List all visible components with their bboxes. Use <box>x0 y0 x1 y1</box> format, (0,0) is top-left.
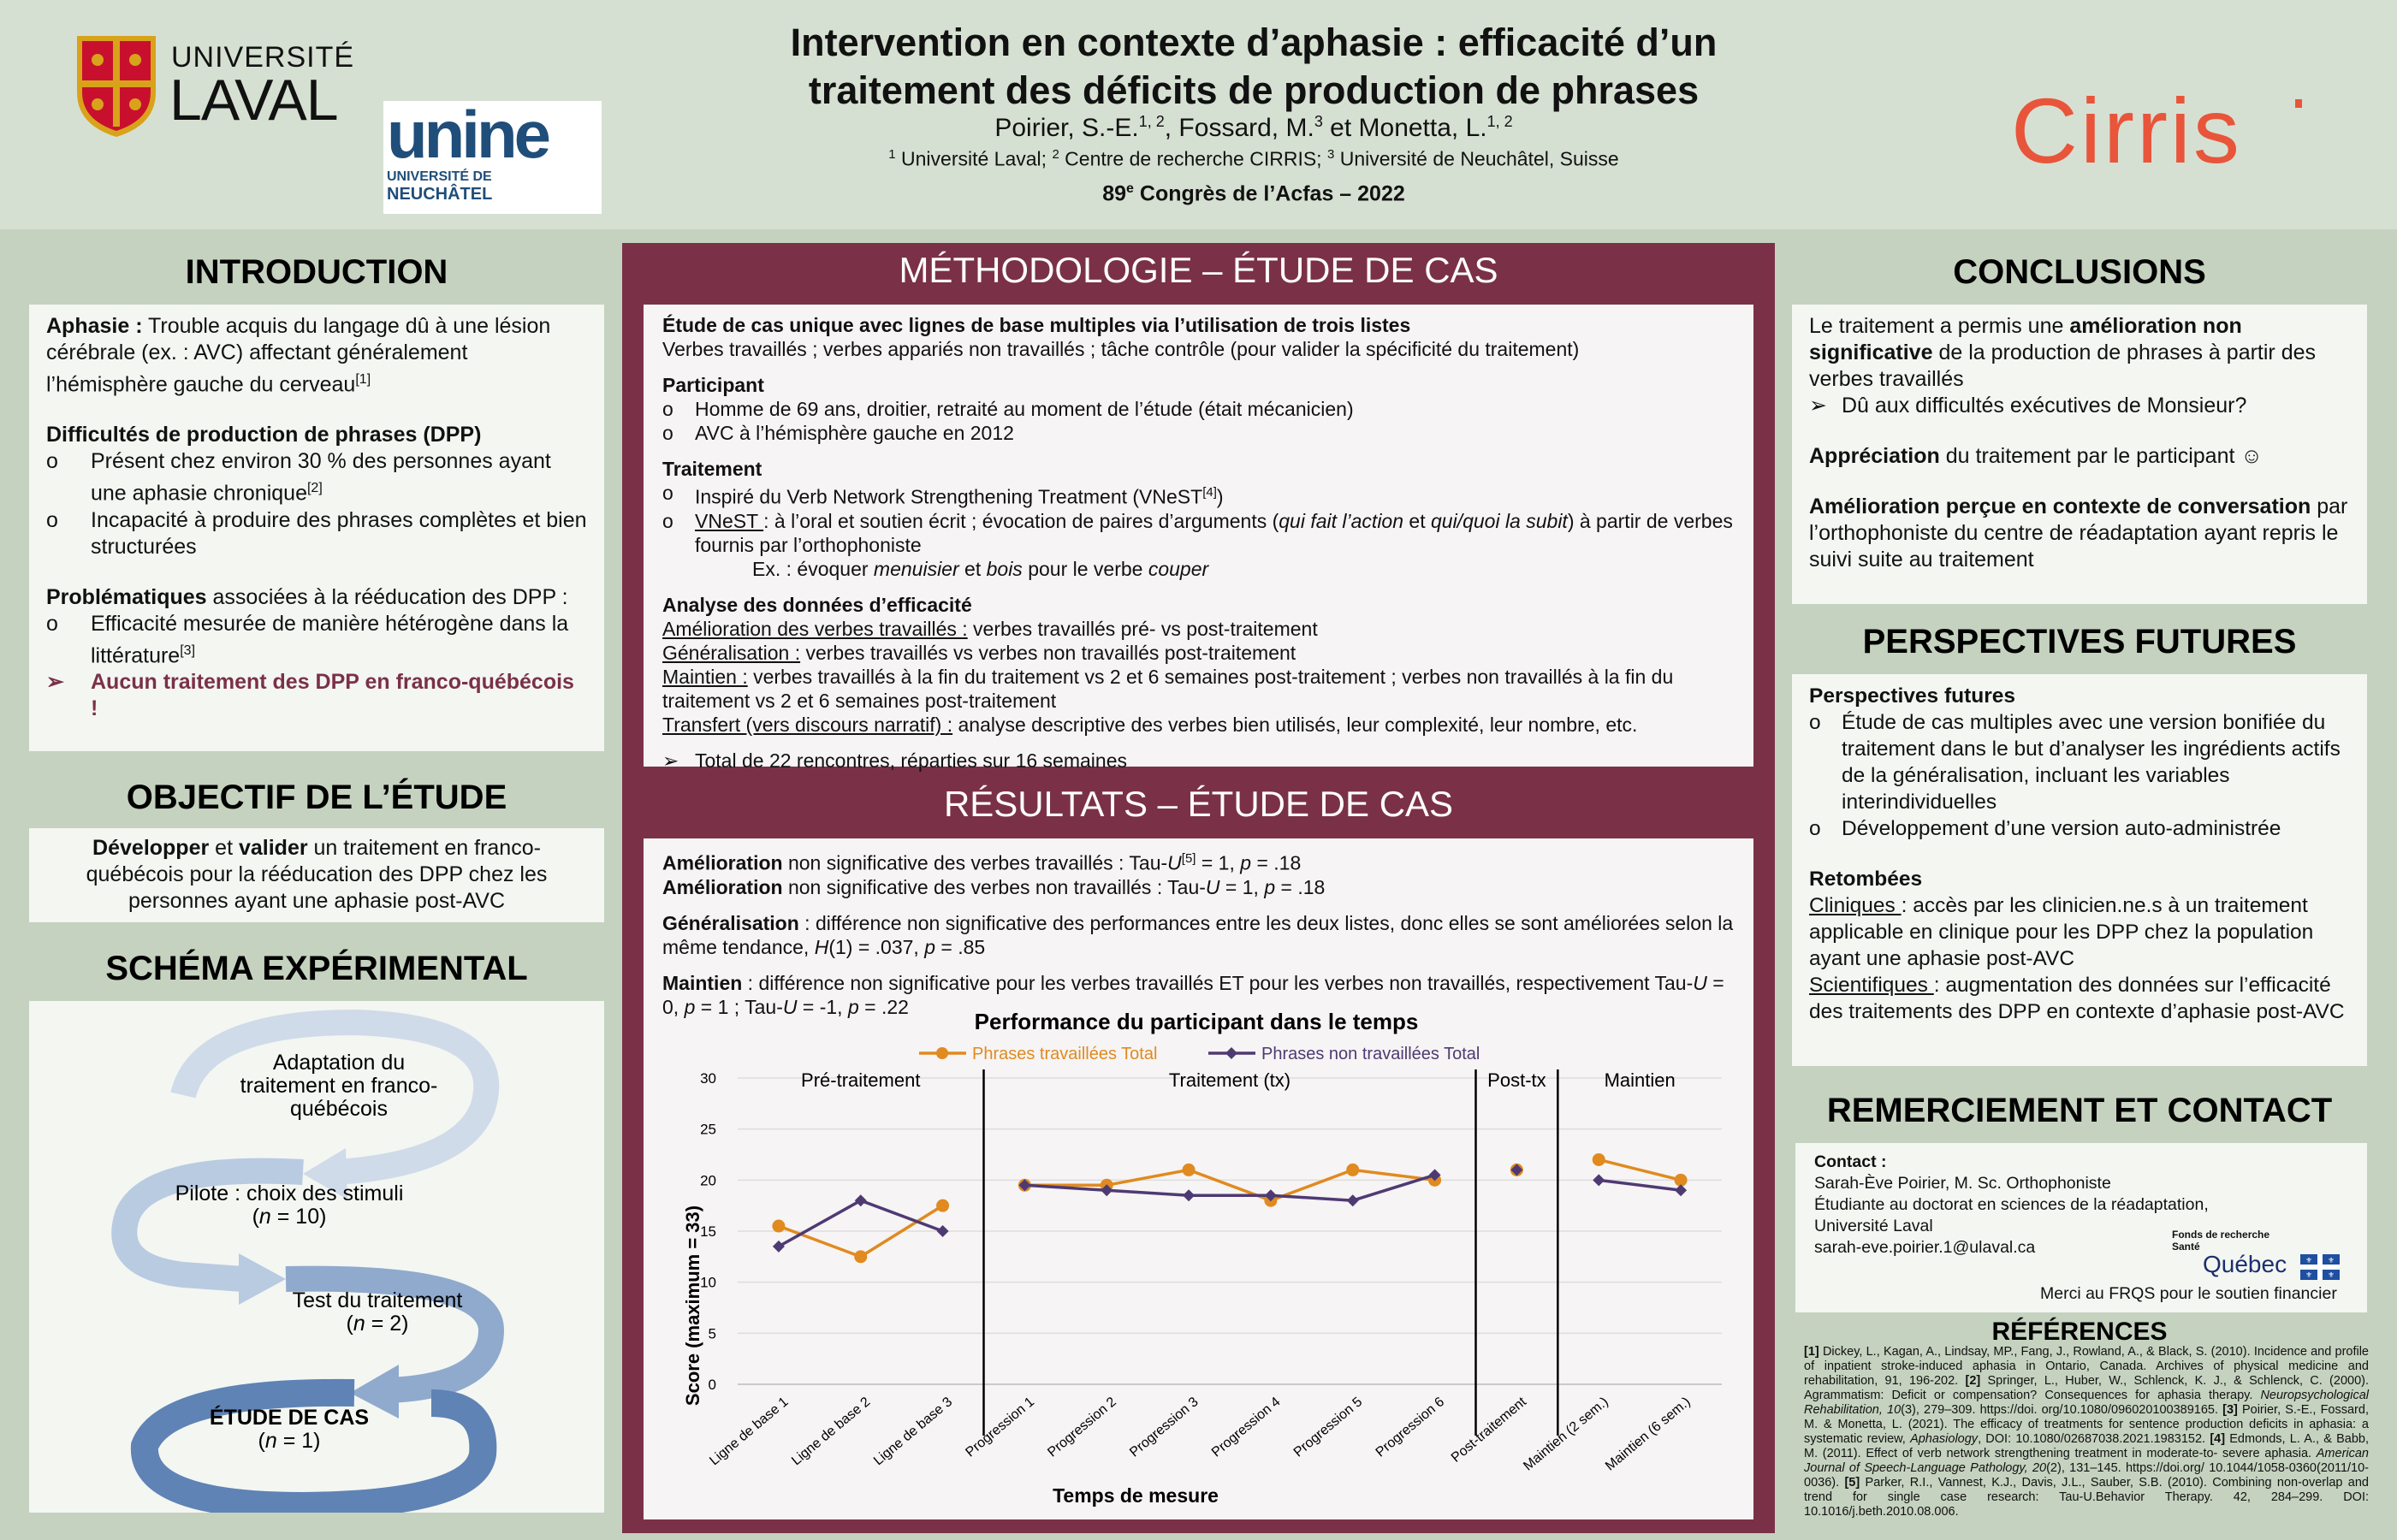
arrow-bullet-icon: ➢ <box>1809 394 1827 418</box>
poster-affiliations <box>633 147 1874 171</box>
list-item <box>46 611 587 669</box>
analyse-term: Maintien : <box>662 665 748 688</box>
author-1-aff: 1, 2 <box>1138 113 1165 130</box>
example-text: pour le verbe <box>1022 557 1148 580</box>
list-item-text: : à l’oral et soutien écrit ; évocation de paires d’arguments ( <box>763 509 1279 532</box>
author-2-aff: 3 <box>1314 113 1323 130</box>
chart-legend <box>919 1045 1480 1063</box>
total-list <box>662 749 1735 773</box>
y-tick-label: 0 <box>708 1377 716 1393</box>
data-point <box>772 1220 785 1233</box>
phase-label: Maintien <box>1604 1069 1676 1091</box>
list-item-text: Total de 22 rencontres, réparties sur 16 semaines <box>695 749 1127 772</box>
performance-chart <box>644 1006 1753 1511</box>
frqs-logo <box>2172 1229 2343 1280</box>
schema-step2-line1: Pilote : choix des stimuli <box>175 1182 404 1205</box>
list-item <box>46 448 587 506</box>
author-1: Poirier, S.-E. <box>994 114 1139 142</box>
conclusions-title: CONCLUSIONS <box>1953 253 2206 291</box>
x-tick-label: Maintien (2 sem.) <box>1521 1395 1611 1474</box>
series-2 <box>773 1164 1687 1253</box>
legend-label: Phrases non travaillées Total <box>1261 1045 1480 1063</box>
analyse-maintien <box>662 665 1735 713</box>
chart-grid <box>738 1078 1722 1384</box>
cycle-arrowhead-2 <box>239 1253 286 1305</box>
result-italic: U <box>1205 875 1220 898</box>
circle-bullet-icon: o <box>46 507 58 532</box>
analyse-amelioration <box>662 617 1735 641</box>
conclusion-text: Le traitement a permis une <box>1809 314 2070 338</box>
list-item-text: Étude de cas multiples avec une version bonifiée du traitement dans le but d’analyser les ingrédients actifs de la généralisation, incluant les variables interindividuelles <box>1842 711 2341 814</box>
legend-marker <box>1225 1047 1237 1059</box>
contact-email[interactable]: sarah-eve.poirier.1@ulaval.ca <box>1814 1238 2036 1257</box>
schema-text: = 10) <box>270 1205 327 1229</box>
conclusion-text: du traitement par le participant ☺ <box>1939 444 2263 468</box>
poster-title-line1: Intervention en contexte d’aphasie : efficacité d’un <box>790 21 1718 64</box>
arrow-bullet-icon: ➢ <box>662 749 679 772</box>
series-line <box>1024 1175 1434 1200</box>
analyse-heading: Analyse des données d’efficacité <box>662 593 972 616</box>
x-tick-label: Ligne de base 3 <box>870 1395 956 1469</box>
result-italic: p <box>1264 875 1276 898</box>
contact-role: Étudiante au doctorat en sciences de la réadaptation, <box>1814 1195 2209 1214</box>
conclusion-1 <box>1809 313 2350 393</box>
vnest-example <box>662 557 1735 581</box>
ref-marker: [3] <box>180 643 196 658</box>
result-text: = 0, <box>662 971 1724 1018</box>
reference-italic: American Journal of Speech-Language Pathology, 20 <box>1804 1447 2369 1475</box>
result-text: : différence non significative des performances entre les deux listes, donc elles se sont améliorées selon la même tendance, <box>662 911 1734 958</box>
chart-phase-dividers <box>984 1069 1558 1436</box>
reference-text: , DOI: 10.1080/02687038.2021.1983152. <box>1978 1432 2210 1446</box>
schema-step1-line2: traitement en franco- <box>240 1074 438 1098</box>
perspectives-heading: Perspectives futures <box>1809 684 2016 708</box>
series-line <box>1599 1180 1681 1190</box>
traitement-list <box>662 481 1735 557</box>
participant-heading: Participant <box>662 374 764 396</box>
schema-step3-line1: Test du traitement <box>292 1288 463 1312</box>
result-text: (1) = .037, <box>828 935 925 958</box>
result-text: = 1, <box>1219 875 1265 898</box>
conclusion-2 <box>1809 443 2350 470</box>
affiliation-num: 2 <box>1052 147 1059 162</box>
problematiques-term: Problématiques <box>46 584 207 609</box>
list-item-italic: qui/quoi la subit <box>1430 509 1568 532</box>
legend-marker <box>936 1047 948 1059</box>
vnest-term: VNeST <box>695 509 764 532</box>
list-item <box>46 507 587 560</box>
laval-shield-icon <box>74 33 159 139</box>
objectif-bold: valider <box>238 836 308 860</box>
chart-title: Performance du participant dans le temps <box>974 1009 1419 1034</box>
retombees-text: : accès par les clinicien.ne.s à un traitement applicable en clinique pour les DPP chez la population ayant une aphasie post-AVC <box>1809 894 2314 970</box>
result-bold: Amélioration <box>662 875 783 898</box>
result-italic: U <box>1693 971 1707 994</box>
aphasie-text: Trouble acquis du langage dû à une lésion cérébrale (ex. : AVC) affectant généralement l’hémisphère gauche du cerveau <box>46 314 551 397</box>
reference-text: Poirier, S.-E., Fossard, M. & Monetta, L. (2021). The efficacy of treatments for sentence production deficits in aphasia: a systematic review, <box>1804 1403 2369 1446</box>
list-item <box>1809 709 2350 815</box>
problematiques-list <box>46 611 587 722</box>
list-item-text: ) à partir de verbes fournis par l’orthophoniste <box>695 509 1733 556</box>
series-line <box>779 1200 943 1247</box>
result-amelioration-travailles <box>662 847 1735 875</box>
svg-text:⚜: ⚜ <box>2327 1270 2335 1279</box>
data-point <box>1183 1164 1196 1176</box>
circle-bullet-icon: o <box>46 611 58 636</box>
circle-bullet-icon: o <box>662 398 673 420</box>
data-point <box>937 1225 949 1237</box>
reference-number: [3] <box>2222 1403 2238 1417</box>
schema-text: ( <box>252 1205 259 1229</box>
design-heading: Étude de cas unique avec lignes de base multiples via l’utilisation de trois listes <box>662 314 1411 336</box>
retombees-term: Cliniques <box>1809 894 1902 917</box>
x-tick-label: Maintien (6 sem.) <box>1603 1395 1694 1474</box>
schema-text: = 1) <box>276 1429 321 1453</box>
result-amelioration-non-travailles <box>662 875 1735 899</box>
list-item-italic: qui fait l’action <box>1279 509 1404 532</box>
schema-step3-line2 <box>347 1312 409 1336</box>
schema-italic: n <box>258 1205 271 1229</box>
schema-italic: n <box>264 1429 277 1453</box>
phase-label: Post-tx <box>1487 1069 1546 1091</box>
reference-italic: Aphasiology <box>1910 1432 1979 1446</box>
conclusion-text: par l’orthophoniste du centre de réadaptation ayant repris le suivi suite au traitement <box>1809 495 2348 572</box>
conclusion-text: de la production de phrases à partir des verbes travaillés <box>1809 341 2316 391</box>
schema-italic: n <box>353 1312 365 1336</box>
dpp-list <box>46 448 587 560</box>
list-item <box>662 421 1735 445</box>
circle-bullet-icon: o <box>46 449 58 474</box>
affiliation-text: Université Laval; <box>895 147 1053 170</box>
conclusion-list <box>1809 393 2350 419</box>
analyse-text: analyse descriptive des verbes bien utilisés, leur complexité, leur nombre, etc. <box>952 713 1638 736</box>
perspectives-box <box>1792 674 2367 1066</box>
affiliation-text: Université de Neuchâtel, Suisse <box>1334 147 1619 170</box>
legend-label: Phrases travaillées Total <box>972 1045 1158 1063</box>
list-item <box>662 749 1735 773</box>
retombees-cliniques <box>1809 892 2350 972</box>
result-bold: Amélioration <box>662 851 783 874</box>
chart-y-axis-label: Score (maximum = 33) <box>682 1205 703 1407</box>
data-point <box>1183 1189 1195 1201</box>
congress-number: 89 <box>1102 181 1127 206</box>
reference-text: Edmonds, L. A., & Babb, M. (2011). Effect of verb network strengthening treatment in moderate-to- severe aphasia. <box>1804 1432 2370 1460</box>
participant-list <box>662 397 1735 445</box>
affiliation-num: 3 <box>1326 147 1335 162</box>
list-item-text: Incapacité à produire des phrases complètes et bien structurées <box>91 507 587 559</box>
result-text: = 1, <box>1196 851 1241 874</box>
svg-text:⚜: ⚜ <box>2327 1256 2335 1265</box>
result-italic: p <box>924 935 936 958</box>
data-point <box>1347 1194 1359 1206</box>
result-text: non significative des verbes non travaillés : Tau- <box>782 875 1206 898</box>
list-item <box>1809 815 2350 842</box>
reference-text: (2), 131–145. https://doi.org/ 10.1044/1058-0360(2011/10-0036). <box>1804 1461 2369 1490</box>
result-text: = .85 <box>935 935 986 958</box>
list-item <box>662 481 1735 509</box>
laval-wordmark-line1: UNIVERSITÉ <box>171 41 355 74</box>
result-italic: p <box>684 995 696 1018</box>
author-2: , Fossard, M. <box>1164 114 1314 142</box>
result-italic: U <box>782 995 798 1018</box>
schema-step4-line1: ÉTUDE DE CAS <box>209 1406 370 1430</box>
chart-x-ticks <box>707 1395 1693 1474</box>
result-text: : différence non significative pour les verbes travaillés ET pour les verbes non travaillés, respectivement Tau- <box>742 971 1694 994</box>
reference-text: Springer, L., Huber, W., Schlenck, K. J., & Schlenck, C. (2000). Agrammatism: Deficit or compensation? Consequences for aphasia therapy. <box>1804 1374 2369 1402</box>
laval-wordmark-line2: LAVAL <box>169 68 338 133</box>
contact-university: Université Laval <box>1814 1217 1933 1235</box>
references-title: RÉFÉRENCES <box>1991 1318 2168 1346</box>
list-item-text: Aucun traitement des DPP en franco-québécois ! <box>91 669 574 720</box>
ref-marker: [4] <box>1202 485 1217 500</box>
objectif-box <box>29 828 604 922</box>
universite-neuchatel-logo <box>383 97 602 214</box>
schema-step2-line2 <box>252 1205 327 1229</box>
arrow-bullet-icon: ➢ <box>46 669 64 694</box>
unine-sub-line2: NEUCHÂTEL <box>387 185 493 204</box>
ref-marker: [2] <box>306 481 323 496</box>
dpp-heading: Difficultés de production de phrases (DPP) <box>46 423 482 447</box>
aphasie-term: Aphasie : <box>46 314 143 338</box>
affiliation-num: 1 <box>888 147 896 162</box>
list-item-text: Inspiré du Verb Network Strengthening Treatment (VNeST <box>695 485 1203 508</box>
reference-number: [4] <box>2210 1432 2226 1446</box>
ref-marker: [5] <box>1181 851 1196 866</box>
y-tick-label: 10 <box>700 1274 716 1291</box>
schema-title: SCHÉMA EXPÉRIMENTAL <box>105 950 528 987</box>
analyse-text: verbes travaillés à la fin du traitement vs 2 et 6 semaines post-traitement ; verbes non travaillés à la fin du traitement vs 2 et 6 semaines post-traitement <box>662 665 1674 712</box>
contact-label: Contact : <box>1814 1152 1887 1171</box>
conclusions-box <box>1792 305 2367 604</box>
analyse-term: Amélioration des verbes travaillés : <box>662 617 968 640</box>
result-text: non significative des verbes travaillés : Tau- <box>782 851 1168 874</box>
result-text: = 1 ; Tau- <box>695 995 783 1018</box>
reference-italic: Neuropsychological Rehabilitation, 10 <box>1804 1389 2369 1417</box>
quebec-flag-icon <box>2300 1254 2340 1280</box>
schema-step1-line1: Adaptation du <box>272 1051 406 1075</box>
circle-bullet-icon: o <box>662 509 673 532</box>
list-item <box>1809 393 2350 419</box>
data-point <box>1593 1174 1605 1186</box>
y-tick-label: 5 <box>708 1325 716 1342</box>
x-tick-label: Progression 5 <box>1290 1395 1366 1460</box>
retombees-term: Scientifiques <box>1809 974 1934 997</box>
methodologie-box <box>644 305 1753 772</box>
contact-thanks: Merci au FRQS pour le soutien financier <box>2040 1284 2337 1303</box>
data-point <box>773 1241 785 1253</box>
affiliation-text: Centre de recherche CIRRIS; <box>1059 147 1327 170</box>
y-tick-label: 30 <box>700 1070 716 1087</box>
analyse-text: verbes travaillés pré- vs post-traitement <box>967 617 1318 640</box>
ref-marker: [1] <box>355 372 371 387</box>
contact-title: REMERCIEMENT ET CONTACT <box>1826 1092 2333 1129</box>
example-italic: couper <box>1148 557 1209 580</box>
svg-text:⚜: ⚜ <box>2305 1270 2313 1279</box>
analyse-term: Transfert (vers discours narratif) : <box>662 713 953 736</box>
schema-box <box>29 1001 604 1513</box>
aphasie-definition <box>46 313 587 398</box>
list-item-highlight <box>46 669 587 722</box>
poster-title <box>633 19 1874 115</box>
result-italic: p <box>847 995 859 1018</box>
retombees-text: : augmentation des données sur l’efficacité des traitements des DPP en contexte d’aphasie post-AVC <box>1809 974 2345 1023</box>
x-tick-label: Ligne de base 2 <box>789 1395 874 1469</box>
circle-bullet-icon: o <box>1809 817 1821 840</box>
analyse-generalisation <box>662 641 1735 665</box>
frqs-line2: Santé <box>2172 1241 2200 1253</box>
conclusion-3 <box>1809 494 2350 573</box>
list-item-text: Homme de 69 ans, droitier, retraité au moment de l’étude (était mécanicien) <box>695 398 1354 420</box>
retombees-scientifiques <box>1809 972 2350 1025</box>
list-item-text: et <box>1403 509 1431 532</box>
problematiques-heading <box>46 584 587 611</box>
y-tick-label: 25 <box>700 1121 716 1138</box>
x-tick-label: Progression 2 <box>1045 1395 1119 1460</box>
result-bold: Maintien <box>662 971 743 994</box>
phase-label: Pré-traitement <box>801 1069 921 1091</box>
cirris-wordmark: Cirris <box>2011 79 2242 182</box>
congress-name <box>633 181 1874 206</box>
chart-x-axis-label: Temps de mesure <box>1053 1484 1219 1507</box>
analyse-transfert <box>662 713 1735 737</box>
data-point <box>1675 1184 1687 1196</box>
list-item <box>662 397 1735 421</box>
x-tick-label: Post-traitement <box>1448 1395 1529 1466</box>
series-line <box>1599 1159 1681 1180</box>
perspectives-title: PERSPECTIVES FUTURES <box>1862 623 2297 660</box>
poster-authors <box>633 113 1874 143</box>
x-tick-label: Progression 4 <box>1208 1395 1284 1460</box>
analyse-term: Généralisation : <box>662 641 801 664</box>
phase-label: Traitement (tx) <box>1168 1069 1291 1091</box>
frqs-line1: Fonds de recherche <box>2172 1229 2270 1241</box>
svg-text:⚜: ⚜ <box>2305 1256 2313 1265</box>
data-point <box>936 1199 949 1212</box>
methodologie-title: MÉTHODOLOGIE – ÉTUDE DE CAS <box>899 250 1498 290</box>
data-point <box>1593 1153 1605 1166</box>
problematiques-text: associées à la rééducation des DPP : <box>206 584 568 609</box>
result-italic: p <box>1240 851 1252 874</box>
result-bold: Généralisation <box>662 911 799 934</box>
list-item <box>662 509 1735 557</box>
series-1 <box>772 1153 1687 1263</box>
result-text: = .18 <box>1251 851 1302 874</box>
introduction-box <box>29 305 604 751</box>
reference-text: Parker, R.I., Vannest, K.J., Davis, J.L., Sauber, S.B. (2010). Combining non-overlap and trend for single case research: Tau-U.Behavior Therapy. 42, 284–299. DOI: 10.1016/j.beth.2010.08.006. <box>1804 1476 2369 1519</box>
data-point <box>1346 1164 1359 1176</box>
objectif-text <box>46 835 587 915</box>
schema-step4-line2 <box>258 1429 321 1453</box>
objectif-bold: Développer <box>92 836 210 860</box>
quebec-wordmark: Québec <box>2203 1251 2287 1277</box>
circle-bullet-icon: o <box>662 422 673 444</box>
congress-ordinal: e <box>1126 181 1134 196</box>
y-tick-label: 20 <box>700 1172 716 1189</box>
result-text: = -1, <box>797 995 848 1018</box>
universite-laval-logo <box>74 33 355 139</box>
list-item-text: Dû aux difficultés exécutives de Monsieur? <box>1842 394 2247 418</box>
author-3-aff: 1, 2 <box>1486 113 1513 130</box>
y-tick-label: 15 <box>700 1223 716 1240</box>
retombees-heading: Retombées <box>1809 868 1923 891</box>
cirris-dot-icon <box>2295 99 2302 108</box>
list-item-text: Efficacité mesurée de manière hétérogène dans la littérature <box>91 611 569 667</box>
example-italic: bois <box>986 557 1023 580</box>
author-3: et Monetta, L. <box>1322 114 1487 142</box>
analyse-text: verbes travaillés vs verbes non travaillés post-traitement <box>800 641 1296 664</box>
reference-number: [1] <box>1804 1345 1819 1359</box>
objectif-title: OBJECTIF DE L’ÉTUDE <box>126 779 507 816</box>
list-item-text: ) <box>1216 485 1224 508</box>
result-text: = .22 <box>858 995 909 1018</box>
example-text: et <box>958 557 987 580</box>
reference-number: [2] <box>1965 1374 1981 1388</box>
traitement-heading: Traitement <box>662 458 762 480</box>
result-generalisation <box>662 911 1735 959</box>
example-italic: menuisier <box>873 557 959 580</box>
introduction-title: INTRODUCTION <box>185 253 448 291</box>
design-text: Verbes travaillés ; verbes appariés non travaillés ; tâche contrôle (pour valider la spécificité du traitement) <box>662 338 1580 360</box>
objectif-span: et <box>209 836 239 860</box>
circle-bullet-icon: o <box>662 482 673 504</box>
example-text: Ex. : évoquer <box>752 557 874 580</box>
unine-wordmark: unine <box>387 97 548 172</box>
contact-box <box>1795 1143 2367 1312</box>
conclusion-bold: amélioration non significative <box>1809 314 2242 364</box>
x-tick-label: Progression 6 <box>1373 1395 1448 1460</box>
resultats-title: RÉSULTATS – ÉTUDE DE CAS <box>943 784 1454 824</box>
chart-series <box>772 1153 1687 1263</box>
list-item-text: AVC à l’hémisphère gauche en 2012 <box>695 422 1014 444</box>
list-item-text: Développement d’une version auto-administrée <box>1842 817 2281 840</box>
x-tick-label: Ligne de base 1 <box>707 1395 792 1469</box>
unine-sub-line1: UNIVERSITÉ DE <box>387 169 492 184</box>
result-italic: H <box>814 935 829 958</box>
data-point <box>855 1194 867 1206</box>
contact-name: Sarah-Ève Poirier, M. Sc. Orthophoniste <box>1814 1174 2111 1193</box>
conclusion-bold: Amélioration perçue en contexte de conversation <box>1809 495 2311 518</box>
references-list <box>1804 1345 2369 1519</box>
reference-text: Dickey, L., Kagan, A., Lindsay, MP., Fang, J., Rowland, A., & Black, S. (2010). Incidence and profile of inpatient stroke-induced aphasia in Ontario, Canada. Archives of physical medicine and rehabilitation, 91, 196-202. <box>1804 1345 2369 1388</box>
chart-phase-labels <box>801 1069 1676 1091</box>
schema-text: ( <box>258 1429 265 1453</box>
reference-text: (3), 279–309. https://doi. org/10.1080/096020100389165. <box>1901 1403 2223 1417</box>
congress-text: Congrès de l’Acfas – 2022 <box>1133 181 1405 206</box>
schema-cycle-diagram <box>29 1001 604 1513</box>
schema-text: = 2) <box>365 1312 409 1336</box>
list-item-text: Présent chez environ 30 % des personnes ayant une aphasie chronique <box>91 449 551 506</box>
reference-number: [5] <box>1844 1476 1860 1490</box>
objectif-span: un traitement en franco-québécois pour la rééducation des DPP chez les personnes ayant une aphasie post-AVC <box>86 836 548 913</box>
circle-bullet-icon: o <box>1809 711 1821 734</box>
cirris-logo <box>2011 77 2302 180</box>
poster-title-line2: traitement des déficits de production de phrases <box>808 68 1700 112</box>
result-italic: U <box>1167 851 1182 874</box>
result-text: = .18 <box>1275 875 1326 898</box>
schema-step1-line3: québécois <box>290 1097 388 1121</box>
schema-text: ( <box>346 1312 353 1336</box>
conclusion-bold: Appréciation <box>1809 444 1940 468</box>
x-tick-label: Progression 3 <box>1127 1395 1201 1460</box>
perspectives-list <box>1809 709 2350 842</box>
x-tick-label: Progression 1 <box>963 1395 1037 1460</box>
data-point <box>854 1250 867 1263</box>
